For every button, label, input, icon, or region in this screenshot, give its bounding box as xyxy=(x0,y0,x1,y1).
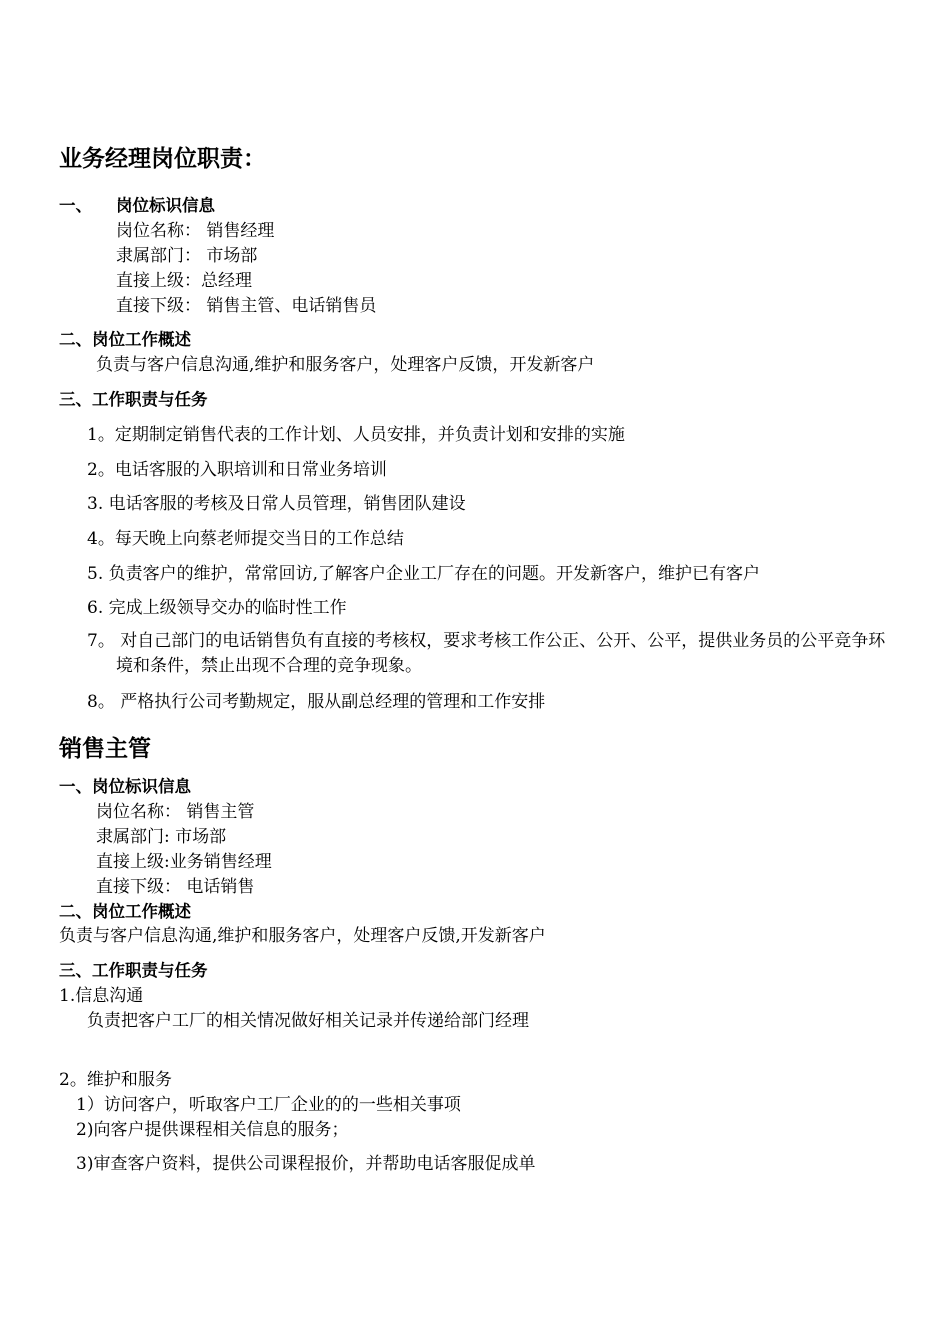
section1-overview-text: 负责与客户信息沟通,维护和服务客户，处理客户反馈，开发新客户 xyxy=(96,355,595,375)
duty-item xyxy=(87,629,895,679)
duty-item-text: 7。 对自己部门的电话销售负有直接的考核权，要求考核工作公正、公开、公平，提供业务员的公平竞争环境和条件，禁止出现不合理的竞争现象。 xyxy=(87,631,886,676)
section1-info-line: 岗位名称： 销售经理 xyxy=(116,221,275,241)
duty-item: 4。每天晚上向蔡老师提交当日的工作总结 xyxy=(87,529,404,549)
duty-item: 8。 严格执行公司考勤规定，服从副总经理的管理和工作安排 xyxy=(87,692,546,712)
section2-overview-heading: 二、岗位工作概述 xyxy=(59,902,191,921)
duty-item: 3. 电话客服的考核及日常人员管理，销售团队建设 xyxy=(87,494,466,514)
section2-item2-title: 2。维护和服务 xyxy=(59,1070,172,1090)
section1-duties-heading: 三、工作职责与任务 xyxy=(59,390,208,409)
section2-info-line: 直接上级:业务销售经理 xyxy=(96,852,272,872)
section2-title: 销售主管 xyxy=(59,736,151,762)
duty-item: 2。电话客服的入职培训和日常业务培训 xyxy=(87,460,387,480)
section2-item2-sub: 3)审查客户资料，提供公司课程报价，并帮助电话客服促成单 xyxy=(76,1154,536,1174)
section1-info-line: 直接下级： 销售主管、电话销售员 xyxy=(116,296,377,316)
section2-item1-desc: 负责把客户工厂的相关情况做好相关记录并传递给部门经理 xyxy=(87,1011,529,1031)
section2-info-line: 岗位名称： 销售主管 xyxy=(96,802,255,822)
section2-duties-heading: 三、工作职责与任务 xyxy=(59,961,208,980)
section1-info-heading-number: 一、 xyxy=(59,196,92,215)
section2-info-line: 直接下级： 电话销售 xyxy=(96,877,255,897)
section1-info-line: 直接上级：总经理 xyxy=(116,271,252,291)
section2-item1-title: 1.信息沟通 xyxy=(59,986,144,1006)
section1-overview-heading: 二、岗位工作概述 xyxy=(59,330,191,349)
duty-item: 6. 完成上级领导交办的临时性工作 xyxy=(87,598,347,618)
section2-item2-sub: 2)向客户提供课程相关信息的服务； xyxy=(76,1120,349,1140)
section2-info-line: 隶属部门: 市场部 xyxy=(96,827,227,847)
section2-overview-text: 负责与客户信息沟通,维护和服务客户，处理客户反馈,开发新客户 xyxy=(59,926,546,946)
section2-info-heading: 一、岗位标识信息 xyxy=(59,777,191,796)
duty-item: 1。定期制定销售代表的工作计划、人员安排，并负责计划和安排的实施 xyxy=(87,425,625,445)
section1-info-line: 隶属部门： 市场部 xyxy=(116,246,258,266)
duty-item: 5. 负责客户的维护，常常回访,了解客户企业工厂存在的问题。开发新客户，维护已有客户 xyxy=(87,564,761,584)
section1-title: 业务经理岗位职责： xyxy=(59,146,266,172)
section1-info-heading: 岗位标识信息 xyxy=(116,196,215,215)
section2-item2-sub: 1）访问客户，听取客户工厂企业的的一些相关事项 xyxy=(76,1095,461,1115)
